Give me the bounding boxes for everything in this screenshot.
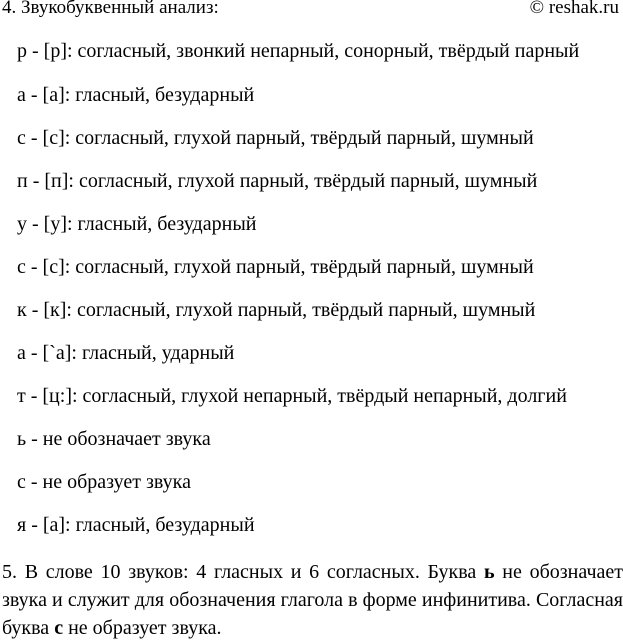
analysis-line: с - [с]: согласный, глухой парный, твёрдый парный, шумный [17,127,534,149]
analysis-line: к - [к]: согласный, глухой парный, твёрдый парный, шумный [17,299,536,321]
summary-text: не обозначает звука и служит для обозначения глагола в форме инфинитива. Согласная буква [2,561,623,639]
soft-sign-letter: ь [484,561,495,583]
analysis-line: п - [п]: согласный, глухой парный, твёрдый парный, шумный [17,170,538,192]
analysis-line: р - [р]: согласный, звонкий непарный, сонорный, твёрдый парный [17,40,580,62]
watermark: © reshak.ru [529,0,619,18]
analysis-line: с - [с]: согласный, глухой парный, твёрдый парный, шумный [17,256,534,278]
analysis-line: с - не образует звука [17,471,191,493]
analysis-line: я - [а]: гласный, безударный [17,514,255,536]
analysis-line: т - [ц:]: согласный, глухой непарный, твёрдый непарный, долгий [17,385,567,407]
summary-text: 5. В слове 10 звуков: 4 гласных и 6 согласных. Буква [2,561,485,583]
analysis-line: ь - не обозначает звука [17,428,211,450]
analysis-line: а - [`а]: гласный, ударный [17,342,235,364]
heading: 4. Звукобуквенный анализ: [2,0,219,18]
summary-text: не образует звука. [63,617,222,639]
analysis-line: у - [у]: гласный, безударный [17,213,257,235]
analysis-line: а - [а]: гласный, безударный [17,84,255,106]
summary-paragraph [2,558,623,642]
s-letter: с [54,617,64,639]
